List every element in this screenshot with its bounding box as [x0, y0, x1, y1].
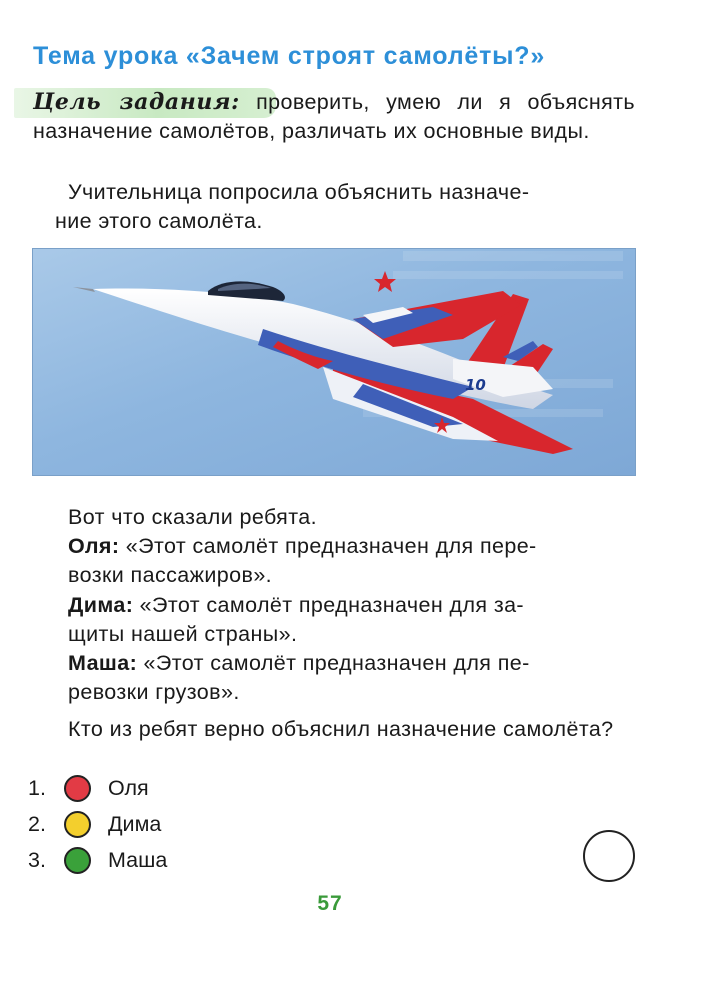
green-circle-marker: [64, 847, 91, 874]
option-1[interactable]: [28, 770, 167, 806]
page-number: 57: [317, 892, 343, 915]
statement-line-1: «Этот самолёт предназначен для пе-: [137, 651, 530, 675]
fighter-jet-illustration: [33, 249, 635, 475]
question-text: Кто из ребят верно объяснил назначение самолёта?: [68, 717, 614, 741]
statement-line-1: «Этот самолёт предназначен для за-: [133, 593, 524, 617]
intro-line-1: Учительница попросила объяснить назначе-: [68, 180, 530, 204]
speaker-name: Оля:: [68, 534, 120, 558]
option-2[interactable]: [28, 806, 167, 842]
statement-line-2: возки пассажиров».: [68, 563, 273, 587]
option-label: Оля: [108, 775, 149, 800]
statement-line-2: ревозки грузов».: [68, 680, 240, 704]
goal-paragraph: [33, 88, 635, 146]
statement-dima: [68, 591, 635, 649]
option-number: 2.: [28, 811, 46, 836]
statement-olya: [68, 532, 635, 590]
answer-circle[interactable]: [583, 830, 635, 882]
option-label: Дима: [108, 811, 162, 836]
option-label: Маша: [108, 847, 168, 872]
option-number: 1.: [28, 775, 46, 800]
statement-line-1: «Этот самолёт предназначен для пере-: [119, 534, 537, 558]
intro-paragraph: [55, 178, 635, 236]
goal-label: Цель задания:: [33, 89, 240, 115]
goal-text: проверить, умею ли я объяснять назначение самолётов, различать их основные виды.: [33, 90, 635, 143]
speaker-name: Дима:: [68, 593, 134, 617]
airplane-photo: [32, 248, 636, 476]
yellow-circle-marker: [64, 811, 91, 838]
option-3[interactable]: [28, 842, 167, 878]
option-number: 3.: [28, 847, 46, 872]
speaker-name: Маша:: [68, 651, 138, 675]
tail-number: 10: [465, 376, 486, 394]
intro-line-2: ние этого самолёта.: [55, 209, 263, 233]
statement-masha: [68, 649, 635, 707]
lesson-title: Тема урока «Зачем строят самолёты?»: [33, 42, 546, 70]
kids-intro: Вот что сказали ребята.: [68, 505, 317, 529]
red-circle-marker: [64, 775, 91, 802]
statement-line-2: щиты нашей страны».: [68, 622, 298, 646]
answer-options: [28, 770, 167, 878]
